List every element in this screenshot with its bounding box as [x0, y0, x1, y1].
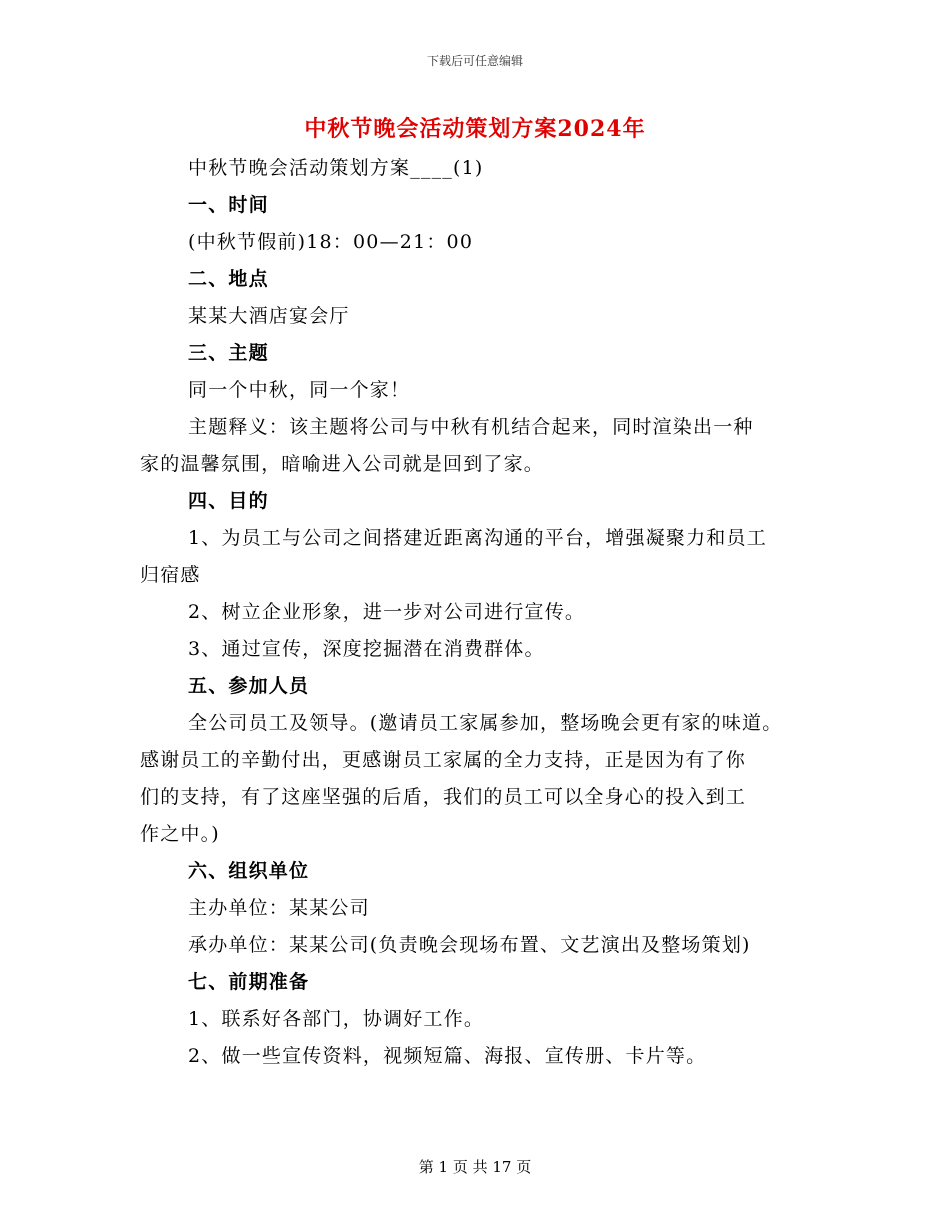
subtitle-line: 中秋节晚会活动策划方案____(1) [188, 157, 484, 179]
paragraph-line: 作之中。) [140, 823, 220, 845]
paragraph-line: 主办单位：某某公司 [188, 897, 370, 919]
paragraph-line: 1、为员工与公司之间搭建近距离沟通的平台，增强凝聚力和员工 [188, 527, 767, 549]
paragraph-line: 2、树立企业形象，进一步对公司进行宣传。 [188, 601, 586, 623]
document-title: 中秋节晚会活动策划方案2024年 [304, 116, 646, 142]
paragraph-line: 1、联系好各部门，协调好工作。 [188, 1008, 485, 1030]
paragraph-line: 承办单位：某某公司(负责晚会现场布置、文艺演出及整场策划) [188, 934, 751, 956]
section-heading-time: 一、时间 [188, 194, 269, 216]
paragraph-line: 3、通过宣传，深度挖掘潜在消费群体。 [188, 638, 545, 660]
paragraph-line: 同一个中秋，同一个家！ [188, 379, 411, 401]
document-body [140, 150, 820, 1075]
paragraph-line: 2、做一些宣传资料，视频短篇、海报、宣传册、卡片等。 [188, 1045, 707, 1067]
section-heading-purpose: 四、目的 [188, 490, 269, 512]
paragraph-line: 归宿感 [140, 564, 201, 586]
paragraph-line: 全公司员工及领导。(邀请员工家属参加，整场晚会更有家的味道。 [188, 712, 783, 734]
paragraph-line: (中秋节假前)18：00—21：00 [188, 231, 474, 253]
section-heading-location: 二、地点 [188, 268, 269, 290]
paragraph-line: 主题释义：该主题将公司与中秋有机结合起来，同时渲染出一种 [188, 416, 754, 438]
section-heading-theme: 三、主题 [188, 342, 269, 364]
paragraph-line: 家的温馨氛围，暗喻进入公司就是回到了家。 [140, 453, 545, 475]
page-header-note: 下载后可任意编辑 [426, 54, 523, 68]
section-heading-preparation: 七、前期准备 [188, 971, 310, 993]
section-heading-organizers: 六、组织单位 [188, 860, 310, 882]
page-number: 第 1 页 共 17 页 [418, 1158, 532, 1176]
section-heading-participants: 五、参加人员 [188, 675, 310, 697]
paragraph-line: 感谢员工的辛勤付出，更感谢员工家属的全力支持，正是因为有了你 [140, 749, 747, 771]
paragraph-line: 们的支持，有了这座坚强的后盾，我们的员工可以全身心的投入到工 [140, 786, 747, 808]
paragraph-line: 某某大酒店宴会厅 [188, 305, 350, 327]
